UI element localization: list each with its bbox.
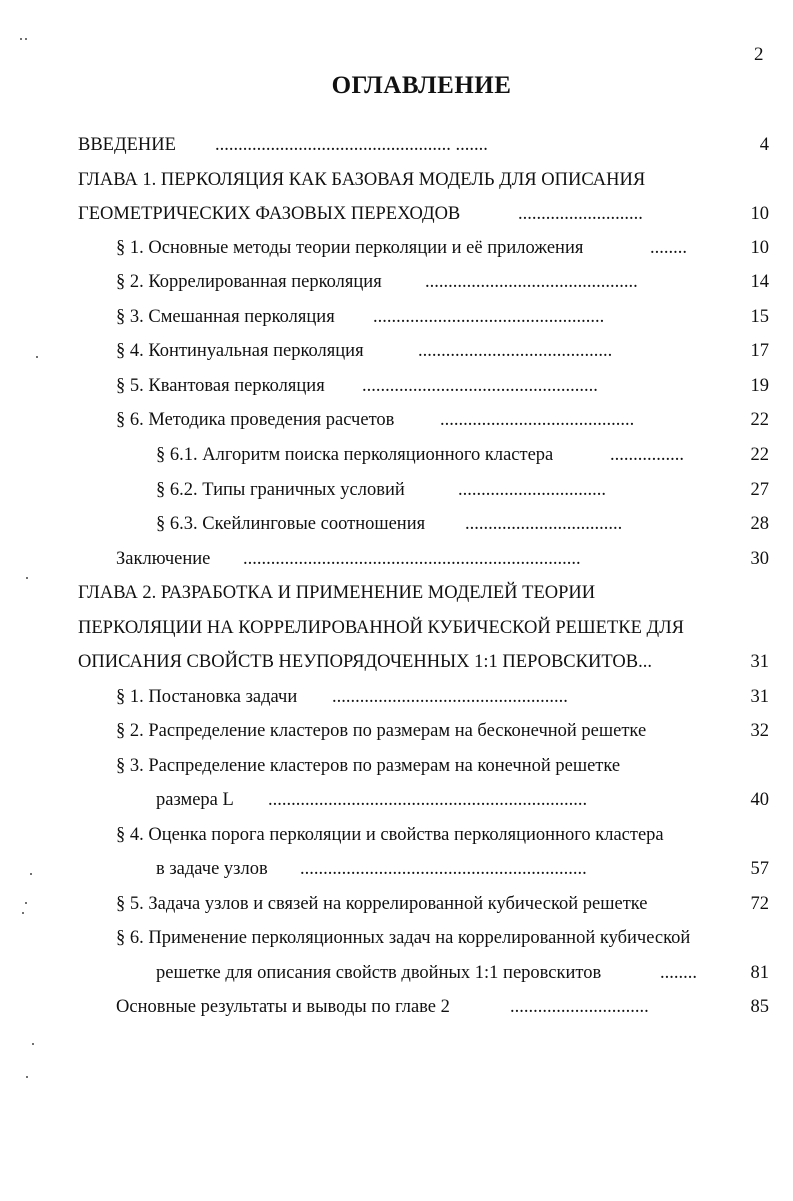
toc-entry[interactable]: [0, 341, 769, 371]
toc-entry-title: Основные результаты и выводы по главе 2: [116, 997, 450, 1017]
toc-entry-leader: .....................................................................: [268, 790, 588, 810]
toc-entry-title: § 5. Квантовая перколяция: [116, 376, 325, 396]
scan-speck: [25, 38, 27, 40]
toc-entry[interactable]: [0, 652, 769, 682]
toc-entry-title: § 1. Постановка задачи: [116, 687, 298, 707]
toc-entry[interactable]: [0, 687, 769, 717]
toc-entry-title: § 2. Распределение кластеров по размерам на бесконечной решетке: [116, 721, 647, 741]
page-number: 2: [754, 44, 764, 65]
toc-entry-title: § 6.3. Скейлинговые соотношения: [156, 514, 426, 534]
toc-entry[interactable]: [0, 997, 769, 1027]
toc-entry-page: 22: [750, 410, 769, 430]
toc-entry[interactable]: [0, 204, 769, 234]
toc-entry[interactable]: [0, 549, 769, 579]
toc-entry-page: 32: [750, 721, 769, 741]
scan-speck: [32, 1043, 34, 1045]
toc-entry-leader: ..........................................: [440, 410, 635, 430]
toc-entry-title: § 4. Континуальная перколяция: [116, 341, 364, 361]
scan-speck: [36, 356, 38, 358]
toc-entry-title: ВВЕДЕНИЕ: [78, 135, 176, 155]
toc-entry[interactable]: [0, 756, 769, 786]
toc-entry-title: § 3. Смешанная перколяция: [116, 307, 335, 327]
toc-entry[interactable]: [0, 480, 769, 510]
toc-entry-leader: ..................................................: [373, 307, 605, 327]
scan-speck: [25, 902, 27, 904]
toc-entry[interactable]: [0, 583, 769, 613]
toc-entry-page: 27: [750, 480, 769, 500]
toc-entry-title: Заключение: [116, 549, 211, 569]
toc-entry-page: 10: [750, 204, 769, 224]
toc-entry[interactable]: [0, 514, 769, 544]
toc-entry[interactable]: [0, 928, 769, 958]
toc-entry[interactable]: [0, 825, 769, 855]
scan-speck: [26, 1076, 28, 1078]
toc-entry-page: 72: [750, 894, 769, 914]
scan-speck: [20, 38, 22, 40]
toc-entry-page: 85: [750, 997, 769, 1017]
toc-entry-title: решетке для описания свойств двойных 1:1 перовскитов: [156, 963, 602, 983]
toc-entry[interactable]: [0, 307, 769, 337]
toc-entry-title: § 5. Задача узлов и связей на коррелированной кубической решетке: [116, 894, 648, 914]
toc-entry-title: ГЛАВА 2. РАЗРАБОТКА И ПРИМЕНЕНИЕ МОДЕЛЕЙ ТЕОРИИ: [78, 583, 596, 603]
toc-entry-title: § 2. Коррелированная перколяция: [116, 272, 382, 292]
toc-entry-title: ГЕОМЕТРИЧЕСКИХ ФАЗОВЫХ ПЕРЕХОДОВ: [78, 204, 461, 224]
toc-entry-title: § 6.1. Алгоритм поиска перколяционного кластера: [156, 445, 554, 465]
toc-entry-title: ГЛАВА 1. ПЕРКОЛЯЦИЯ КАК БАЗОВАЯ МОДЕЛЬ ДЛЯ ОПИСАНИЯ: [78, 170, 646, 190]
toc-entry-leader: ..............................................: [425, 272, 638, 292]
toc-entry-page: 28: [750, 514, 769, 534]
toc-entry-page: 4: [759, 135, 769, 155]
toc-entry[interactable]: [0, 894, 769, 924]
toc-entry-page: 15: [750, 307, 769, 327]
toc-entry[interactable]: [0, 790, 769, 820]
toc-entry[interactable]: [0, 721, 769, 751]
toc-entry-page: 57: [750, 859, 769, 879]
toc-entry[interactable]: [0, 410, 769, 440]
toc-entry-leader: ..............................................................: [300, 859, 587, 879]
toc-entry-title: § 6. Методика проведения расчетов: [116, 410, 395, 430]
toc-entry-leader: ................: [610, 445, 684, 465]
toc-entry-title: § 3. Распределение кластеров по размерам на конечной решетке: [116, 756, 621, 776]
toc-entry-leader: .........................................................................: [243, 549, 581, 569]
scan-speck: [22, 912, 24, 914]
toc-entry-page: 14: [750, 272, 769, 292]
toc-entry[interactable]: [0, 135, 769, 165]
toc-entry-page: 40: [750, 790, 769, 810]
toc-entry-title: ПЕРКОЛЯЦИИ НА КОРРЕЛИРОВАННОЙ КУБИЧЕСКОЙ РЕШЕТКЕ ДЛЯ: [78, 618, 685, 638]
toc-entry-page: 10: [750, 238, 769, 258]
toc-entry-page: 30: [750, 549, 769, 569]
toc-entry-title: размера L: [156, 790, 234, 810]
toc-entry-leader: ..................................: [465, 514, 623, 534]
toc-entry-title: § 6.2. Типы граничных условий: [156, 480, 405, 500]
scan-speck: [26, 577, 28, 579]
toc-entry-title: § 6. Применение перколяционных задач на коррелированной кубической: [116, 928, 691, 948]
toc-entry[interactable]: [0, 272, 769, 302]
toc-entry-leader: ..........................................: [418, 341, 613, 361]
toc-entry-page: 31: [750, 687, 769, 707]
toc-entry-leader: ..............................: [510, 997, 649, 1017]
toc-entry-title: в задаче узлов: [156, 859, 268, 879]
toc-entry-leader: ........: [660, 963, 697, 983]
page-title: ОГЛАВЛЕНИЕ: [331, 72, 512, 99]
toc-entry-page: 31: [750, 652, 769, 672]
toc-entry-leader: ................................................... .......: [215, 135, 488, 155]
toc-entry-page: 22: [750, 445, 769, 465]
toc-entry-page: 17: [750, 341, 769, 361]
toc-entry[interactable]: [0, 376, 769, 406]
toc-entry-leader: ...................................................: [362, 376, 598, 396]
toc-entry[interactable]: [0, 963, 769, 993]
toc-entry-title: § 1. Основные методы теории перколяции и её приложения: [116, 238, 584, 258]
toc-entry-leader: ................................: [458, 480, 606, 500]
toc-entry-leader: ........: [650, 238, 687, 258]
toc-entry-leader: ...................................................: [332, 687, 568, 707]
toc-entry[interactable]: [0, 618, 769, 648]
toc-entry-page: 81: [750, 963, 769, 983]
toc-entry[interactable]: [0, 445, 769, 475]
toc-entry-leader: ...........................: [518, 204, 643, 224]
toc-entry-page: 19: [750, 376, 769, 396]
toc-entry-title: ОПИСАНИЯ СВОЙСТВ НЕУПОРЯДОЧЕННЫХ 1:1 ПЕРОВСКИТОВ...: [78, 652, 652, 672]
toc-entry-title: § 4. Оценка порога перколяции и свойства перколяционного кластера: [116, 825, 664, 845]
scan-speck: [30, 873, 32, 875]
toc-entry[interactable]: [0, 170, 769, 200]
toc-entry[interactable]: [0, 859, 769, 889]
toc-entry[interactable]: [0, 238, 769, 268]
